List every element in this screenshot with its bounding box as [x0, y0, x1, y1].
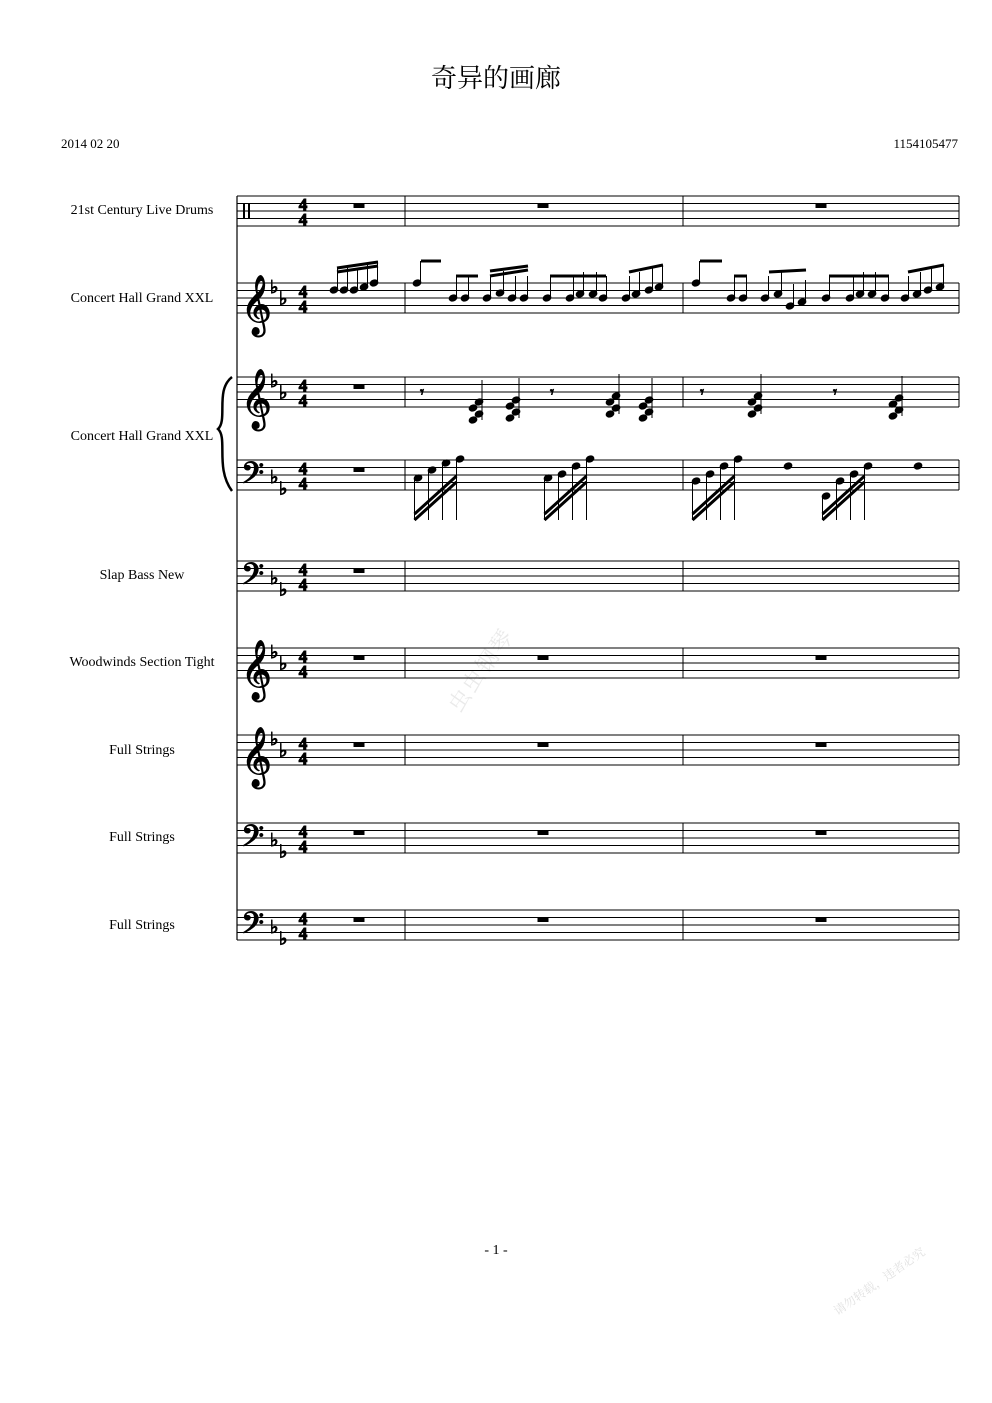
time-signature-top: 4 [298, 459, 308, 478]
time-signature-bottom: 4 [298, 924, 308, 943]
whole-rest [354, 569, 364, 573]
flat-sign: ♭ [279, 740, 288, 762]
whole-rest [816, 743, 826, 747]
whole-rest [538, 743, 548, 747]
flat-sign: ♭ [279, 653, 288, 675]
whole-rest [816, 204, 826, 208]
whole-rest [538, 918, 548, 922]
time-signature-top: 4 [298, 909, 308, 928]
bass-clef: 𝄢 [241, 558, 265, 599]
time-signature-bottom: 4 [298, 575, 308, 594]
instrument-label-bass: Slap Bass New [99, 568, 185, 583]
flat-sign: ♭ [270, 830, 279, 851]
score-title: 奇异的画廊 [430, 64, 561, 94]
page-number: - 1 - [484, 1243, 508, 1258]
notation [218, 195, 945, 949]
treble-clef: 𝄞 [241, 275, 272, 335]
eighth-rest: 𝄾 [700, 383, 704, 401]
beam [823, 482, 865, 520]
flat-sign: ♭ [270, 729, 279, 750]
flat-sign: ♭ [279, 382, 288, 404]
time-signature-bottom: 4 [298, 837, 308, 856]
note-head [913, 462, 923, 470]
beam [415, 482, 457, 520]
watermark-corner: 请勿转载，违者必究 [831, 1244, 928, 1319]
beam [545, 482, 587, 520]
flat-sign: ♭ [279, 841, 288, 863]
time-signature-top: 4 [298, 647, 308, 666]
score-date: 2014 02 20 [61, 136, 120, 151]
grand-staff-brace [218, 377, 232, 491]
beam [629, 265, 663, 272]
flat-sign: ♭ [270, 467, 279, 488]
whole-rest [354, 918, 364, 922]
instrument-label-strings-2: Full Strings [109, 830, 175, 845]
instrument-label-strings-1: Full Strings [109, 743, 175, 758]
instrument-label-piano-2: Concert Hall Grand XXL [70, 429, 214, 444]
time-signature-top: 4 [298, 376, 308, 395]
whole-rest [354, 831, 364, 835]
time-signature-top: 4 [298, 822, 308, 841]
whole-rest [816, 656, 826, 660]
time-signature-top: 4 [298, 560, 308, 579]
flat-sign: ♭ [270, 642, 279, 663]
flat-sign: ♭ [270, 371, 279, 392]
flat-sign: ♭ [279, 579, 288, 601]
note-head [783, 462, 793, 470]
treble-clef: 𝄞 [241, 369, 272, 429]
time-signature-bottom: 4 [298, 210, 308, 229]
whole-rest [538, 656, 548, 660]
time-signature-bottom: 4 [298, 391, 308, 410]
whole-rest [354, 468, 364, 472]
bass-clef: 𝄢 [241, 907, 265, 948]
whole-rest [354, 204, 364, 208]
time-signature-top: 4 [298, 195, 308, 214]
eighth-rest: 𝄾 [833, 383, 837, 401]
score-code: 1154105477 [893, 136, 958, 151]
time-signature-bottom: 4 [298, 474, 308, 493]
watermark: 虫虫钢琴 [444, 624, 520, 718]
flat-sign: ♭ [270, 568, 279, 589]
treble-clef: 𝄞 [241, 640, 272, 700]
treble-clef: 𝄞 [241, 727, 272, 787]
whole-rest [354, 743, 364, 747]
beam [693, 482, 735, 520]
whole-rest [538, 204, 548, 208]
whole-rest [538, 831, 548, 835]
beam [545, 476, 587, 514]
time-signature-bottom: 4 [298, 749, 308, 768]
instrument-label-piano-1: Concert Hall Grand XXL [70, 291, 214, 306]
flat-sign: ♭ [279, 478, 288, 500]
eighth-rest: 𝄾 [550, 383, 554, 401]
eighth-rest: 𝄾 [420, 383, 424, 401]
flat-sign: ♭ [270, 917, 279, 938]
time-signature-bottom: 4 [298, 297, 308, 316]
instrument-label-woodwinds: Woodwinds Section Tight [69, 655, 215, 670]
instrument-label-drums: 21st Century Live Drums [70, 203, 214, 218]
beam [908, 265, 944, 272]
time-signature-bottom: 4 [298, 662, 308, 681]
time-signature-top: 4 [298, 734, 308, 753]
whole-rest [816, 831, 826, 835]
flat-sign: ♭ [279, 928, 288, 950]
beam [415, 476, 457, 514]
whole-rest [354, 385, 364, 389]
beam [769, 270, 806, 272]
instrument-label-strings-3: Full Strings [109, 918, 175, 933]
flat-sign: ♭ [270, 277, 279, 298]
whole-rest [816, 918, 826, 922]
flat-sign: ♭ [279, 288, 288, 310]
whole-rest [354, 656, 364, 660]
time-signature-top: 4 [298, 282, 308, 301]
staves [237, 196, 959, 940]
bass-clef: 𝄢 [241, 820, 265, 861]
bass-clef: 𝄢 [241, 457, 265, 498]
